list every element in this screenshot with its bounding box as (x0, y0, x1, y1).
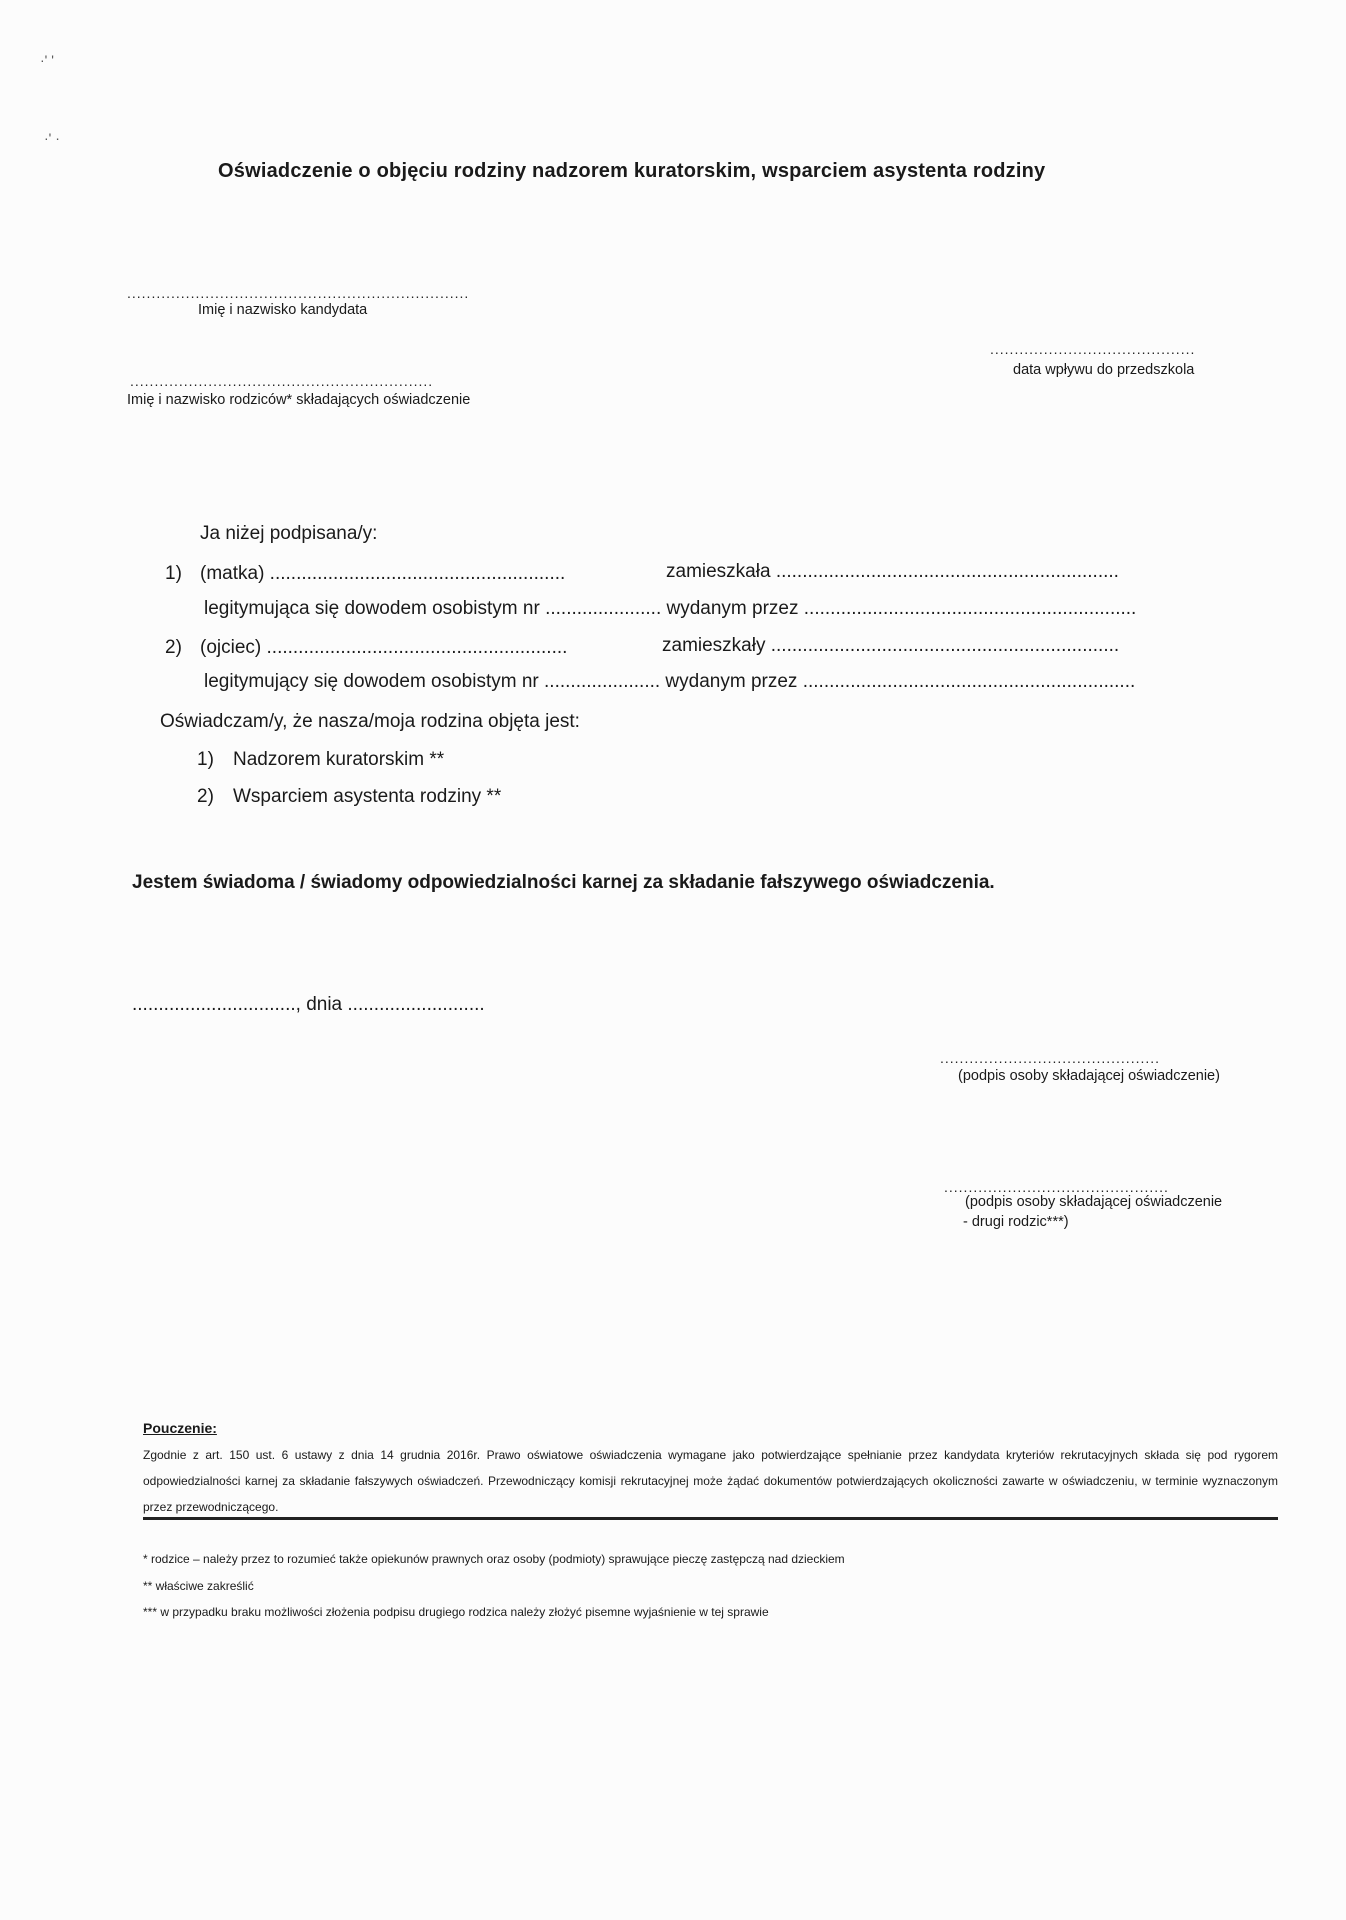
signature-field: ............................................. (940, 1050, 1161, 1066)
second-signature-label: (podpis osoby składającej oświadczenie (965, 1194, 1223, 1210)
mother-residence: zamieszkała ................................................................. (666, 561, 1119, 582)
instruction-heading: Pouczenie: (143, 1420, 217, 1436)
family-statement: Oświadczam/y, że nasza/moja rodzina objęta jest: (160, 711, 580, 732)
mother-id-line: legitymująca się dowodem osobistym nr ...................... wydanym przez ............................................................... (204, 598, 1137, 619)
parents-name-label: Imię i nazwisko rodziców* składających oświadczenie (127, 392, 471, 408)
candidate-name-field: ...................................................................... (127, 285, 470, 301)
second-signature-field: .............................................. (944, 1179, 1169, 1195)
divider (143, 1517, 1278, 1520)
footnote-second-parent: *** w przypadku braku możliwości złożenia podpisu drugiego rodzica należy złożyć pisemne wyjaśnienie w tej sprawie (143, 1605, 769, 1619)
option-family-assistant: Wsparciem asystenta rodziny ** (233, 786, 502, 807)
option-number: 2) (197, 786, 214, 807)
footnote-mark: ** właściwe zakreślić (143, 1579, 254, 1593)
mother-label: (matka) ........................................................ (200, 563, 566, 584)
father-residence: zamieszkały .................................................................. (662, 635, 1120, 656)
date-received-label: data wpływu do przedszkola (1013, 362, 1195, 378)
father-number: 2) (165, 637, 182, 658)
parents-name-field: .............................................................. (130, 373, 434, 389)
signature-label: (podpis osoby składającej oświadczenie) (958, 1068, 1220, 1084)
mother-number: 1) (165, 563, 182, 584)
option-number: 1) (197, 749, 214, 770)
second-signature-label-line2: - drugi rodzic***) (963, 1214, 1069, 1230)
candidate-name-label: Imię i nazwisko kandydata (198, 302, 368, 318)
place-date-line: ..............................., dnia .......................... (132, 994, 485, 1015)
date-received-field: .......................................... (990, 341, 1196, 357)
instruction-text: Zgodnie z art. 150 ust. 6 ustawy z dnia 14 grudnia 2016r. Prawo oświatowe oświadczenia wymagane jako potwierdzające spełnianie przez kandydata kryteriów rekrutacyjnych składa się pod rygorem odpowiedzialności karnej za składanie fałszywych oświadczeń. Przewodniczący komisji rekrutacyjnej może żądać dokumentów potwierdzających okoliczności zawarte w oświadczeniu, w terminie wyznaczonym przez przewodniczącego. (143, 1448, 1278, 1514)
father-id-line: legitymujący się dowodem osobistym nr ...................... wydanym przez ............................................................... (204, 671, 1136, 692)
footnote-parents: * rodzice – należy przez to rozumieć także opiekunów prawnych oraz osoby (podmioty) sprawujące pieczę zastępczą nad dzieckiem (143, 1552, 845, 1566)
document-title: Oświadczenie o objęciu rodziny nadzorem kuratorskim, wsparciem asystenta rodziny (218, 160, 1046, 182)
option-supervision: Nadzorem kuratorskim ** (233, 749, 445, 770)
father-label: (ojciec) ......................................................... (200, 637, 568, 658)
scan-mark: ·' ' (40, 52, 54, 68)
liability-statement: Jestem świadoma / świadomy odpowiedzialności karnej za składanie fałszywego oświadczenia. (132, 872, 995, 893)
scan-mark: ·' · (44, 130, 60, 146)
declaration-intro: Ja niżej podpisana/y: (200, 523, 378, 544)
